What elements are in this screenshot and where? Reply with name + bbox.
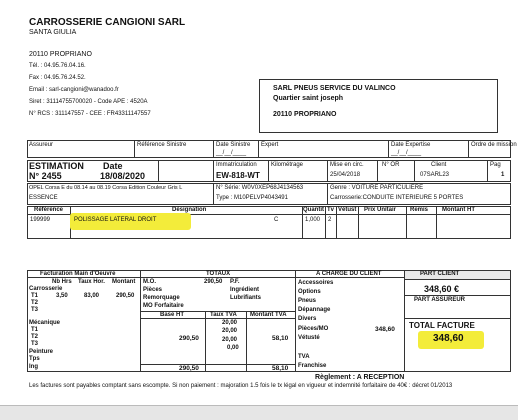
mo-label: M.O. bbox=[143, 279, 156, 285]
total-tva: 58,10 bbox=[272, 365, 289, 372]
company-rcs: N° RCS : 311147557 - CEE : FR43311147557 bbox=[29, 111, 151, 117]
part-client-title: PART CLIENT bbox=[420, 271, 460, 277]
company-siret: Siret : 31114755700020 - Code APE : 4520A bbox=[29, 99, 148, 105]
assureur-label: Assureur bbox=[29, 142, 54, 148]
part-client-value: 348,60 € bbox=[424, 284, 460, 294]
date-sinistre-label: Date Sinistre bbox=[216, 142, 251, 148]
doc-date-label: Date bbox=[103, 161, 123, 171]
immat-label: Immatriculation bbox=[216, 162, 257, 168]
doc-number: N° 2455 bbox=[29, 171, 62, 181]
tva-rate-3: 20,00 bbox=[222, 337, 238, 343]
depannage-label: Dépannage bbox=[298, 307, 331, 313]
vetuste-label: Vétusté bbox=[298, 335, 320, 341]
pieces-mo-label: Pièces/MO bbox=[298, 326, 329, 332]
t2-label: T2 bbox=[31, 300, 39, 306]
company-tel: Tél. : 04.95.76.04.16. bbox=[29, 63, 86, 69]
tva-label: TVA bbox=[298, 354, 310, 360]
pf-label: P.F. bbox=[230, 279, 240, 285]
t3-label: T3 bbox=[31, 307, 39, 313]
options-label: Options bbox=[298, 289, 321, 295]
vehicle-type: Type : M10PELVP4043491 bbox=[216, 195, 288, 201]
lubrifiants-label: Lubrifiants bbox=[230, 295, 261, 301]
footer-note: Les factures sont payables comptant sans escompte. Si non paiement : majoration 1.5 fois le tx légal en vigueur et indemnité forfaitaire de 40€ : décret 01/2013 bbox=[29, 383, 453, 389]
doc-type: ESTIMATION bbox=[29, 161, 84, 171]
mecanique-label: Mécanique bbox=[29, 320, 61, 326]
taux-tva-label: Taux TVA bbox=[210, 312, 237, 318]
vehicle-energy: ESSENCE bbox=[29, 195, 58, 201]
date-expertise-blank: __/__/____ bbox=[391, 150, 422, 156]
date-sinistre-blank: __/__/____ bbox=[216, 150, 247, 156]
mec-value: 25/04/2018 bbox=[330, 172, 361, 178]
part-assureur-label: PART ASSUREUR bbox=[414, 297, 466, 303]
pag-value: 1 bbox=[501, 172, 505, 178]
h-montant: Montant bbox=[112, 279, 136, 285]
t1-montant: 290,50 bbox=[116, 293, 135, 299]
tva-rate-1: 20,00 bbox=[222, 320, 238, 326]
tva-rate-2: 20,00 bbox=[222, 328, 238, 334]
col-quantite: Quantit bbox=[303, 207, 324, 213]
col-montant: Montant HT bbox=[442, 207, 475, 213]
reglement: Règlement : A RECEPTION bbox=[315, 374, 405, 381]
line-code: C bbox=[274, 217, 279, 223]
tps-label: Tps bbox=[29, 356, 40, 362]
client-charge-title: A CHARGE DU CLIENT bbox=[316, 271, 382, 277]
mo-value: 290,50 bbox=[204, 279, 223, 285]
col-reference: Référence bbox=[34, 207, 64, 213]
ref-sinistre-label: Référence Sinistre bbox=[137, 142, 187, 148]
tva-value: 58,10 bbox=[272, 335, 289, 342]
franchise-label: Franchise bbox=[298, 363, 327, 369]
recipient-name: SARL PNEUS SERVICE DU VALINCO bbox=[273, 85, 396, 92]
remorquage-label: Remorquage bbox=[143, 295, 180, 301]
company-fax: Fax : 04.95.76.24.52. bbox=[29, 75, 86, 81]
vehicle-serie: N° Série: W0V0XEP68J4134563 bbox=[216, 185, 304, 191]
col-designation: Désignation bbox=[172, 207, 207, 213]
or-label: N° OR bbox=[382, 162, 400, 168]
ingredient-label: Ingrédient bbox=[230, 287, 260, 293]
total-base: 290,50 bbox=[179, 365, 199, 372]
ordre-mission-label: Ordre de mission bbox=[471, 142, 517, 148]
totaux-title: TOTAUX bbox=[206, 271, 231, 277]
company-email[interactable]: Email : sarl-cangioni@wanadoo.fr bbox=[29, 87, 119, 93]
tva-rate-4: 0,00 bbox=[227, 345, 239, 351]
col-vetust: Vétust bbox=[338, 207, 357, 213]
page-bottom-strip bbox=[0, 405, 518, 420]
mec-label: Mise en circ. bbox=[330, 162, 364, 168]
vehicle-genre: Genre : VOITURE PARTICULIERE bbox=[330, 185, 424, 191]
divers-label: Divers bbox=[298, 316, 317, 322]
company-subtitle: SANTA GIULIA bbox=[29, 29, 77, 36]
total-value: 348,60 bbox=[433, 333, 464, 344]
pieces-mo-value: 348,60 bbox=[375, 326, 395, 333]
t1-nb: 3,50 bbox=[56, 293, 68, 299]
accessoires-label: Accessoires bbox=[298, 280, 334, 286]
immat-value: EW-818-WT bbox=[216, 171, 260, 180]
col-tv: Tv bbox=[327, 207, 335, 213]
mo-forfait-label: MO Forfaitaire bbox=[143, 303, 184, 309]
expert-label: Expert bbox=[261, 142, 279, 148]
line-qty: 1,000 bbox=[305, 217, 321, 223]
client-label: Client bbox=[431, 162, 447, 168]
recipient-street: Quartier saint joseph bbox=[273, 95, 344, 102]
line-designation: POLISSAGE LATERAL DROIT bbox=[74, 217, 157, 223]
mt3-label: T3 bbox=[31, 341, 39, 347]
total-title: TOTAL FACTURE bbox=[409, 321, 475, 330]
montant-tva-label: Montant TVA bbox=[250, 312, 287, 318]
recipient-box bbox=[259, 79, 498, 133]
company-city: 20110 PROPRIANO bbox=[29, 51, 92, 58]
col-remis: Remis bbox=[410, 207, 429, 213]
line-ref: 199999 bbox=[30, 217, 51, 223]
pag-label: Pag bbox=[490, 162, 501, 168]
facturation-title: Facturation Main d'Oeuvre bbox=[40, 271, 116, 277]
t1-taux: 83,00 bbox=[84, 293, 100, 299]
carrosserie-label: Carrosserie bbox=[29, 286, 63, 292]
line-tv: 2 bbox=[328, 217, 332, 223]
company-name: CARROSSERIE CANGIONI SARL bbox=[29, 17, 186, 28]
h-nb: Nb Hrs bbox=[52, 279, 72, 285]
ing-label: Ing bbox=[29, 364, 38, 370]
client-value: 07SARL23 bbox=[420, 172, 450, 178]
h-taux: Taux Hor. bbox=[78, 279, 105, 285]
vehicle-carrosserie: Carrosserie:CONDUITE INTERIEURE 5 PORTES bbox=[330, 195, 464, 201]
peinture-label: Peinture bbox=[29, 349, 54, 355]
t1-label: T1 bbox=[31, 293, 39, 299]
mt1-label: T1 bbox=[31, 327, 39, 333]
date-expertise-label: Date Expertise bbox=[391, 142, 431, 148]
mt2-label: T2 bbox=[31, 334, 39, 340]
recipient-city: 20110 PROPRIANO bbox=[273, 111, 337, 118]
base-ht-label: Base HT bbox=[160, 312, 185, 318]
doc-date: 18/08/2020 bbox=[100, 171, 146, 181]
vehicle-model: OPEL Corsa E du 08.14 au 08.19 Corsa Edition Couleur Gris L bbox=[29, 185, 183, 191]
pieces-label: Pièces bbox=[143, 287, 163, 293]
col-prix: Prix Unitair bbox=[364, 207, 397, 213]
km-label: Kilométrage bbox=[271, 162, 304, 168]
pneus-label: Pneus bbox=[298, 298, 317, 304]
base-value: 290,50 bbox=[179, 335, 199, 342]
